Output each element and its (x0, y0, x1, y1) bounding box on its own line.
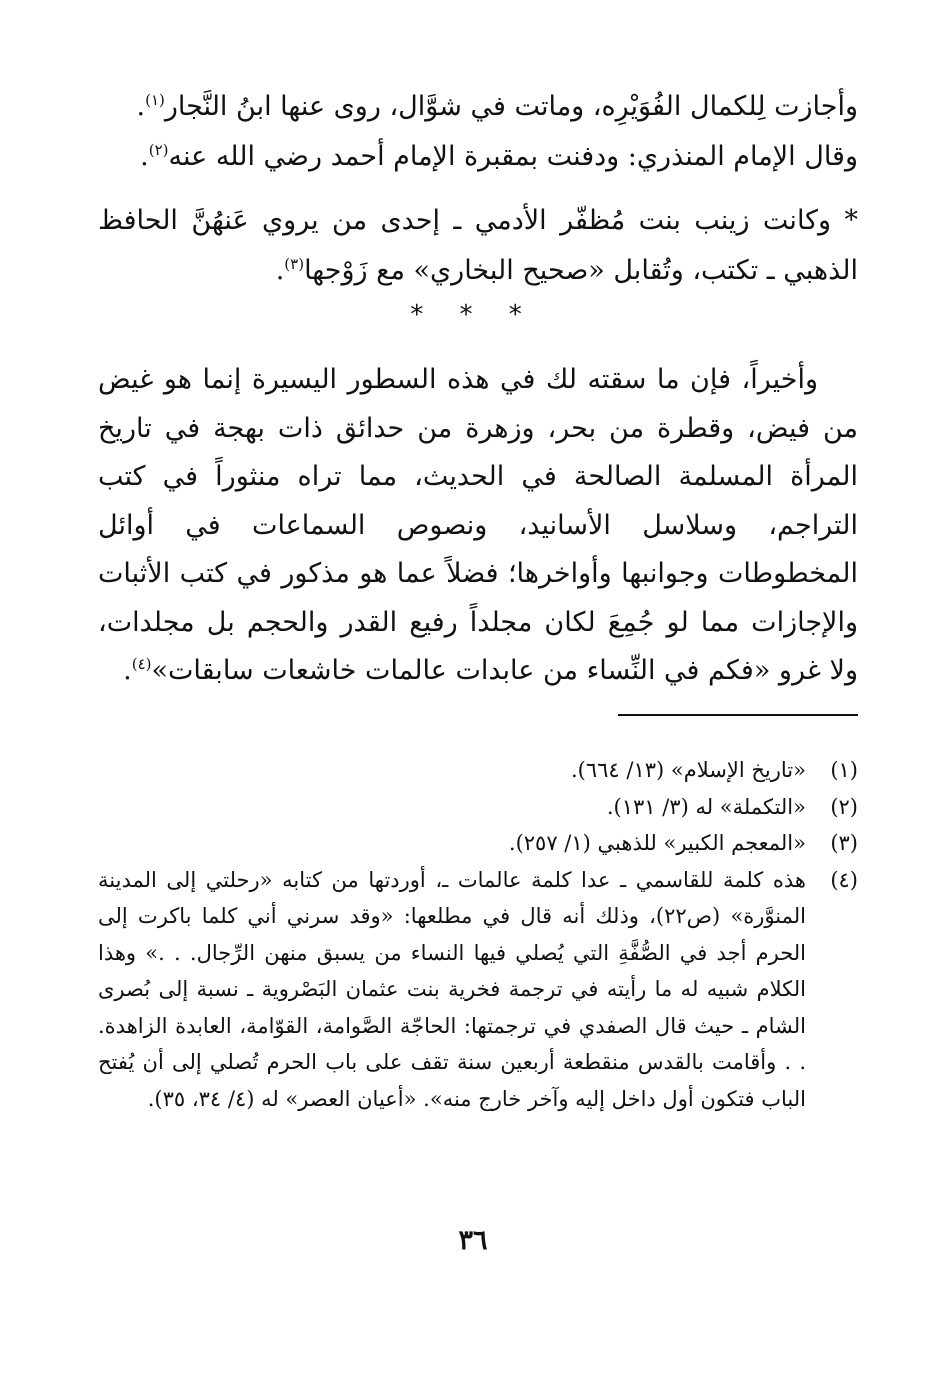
paragraph-3-period: . (123, 655, 132, 686)
paragraph-2-period: . (275, 255, 285, 286)
footnote-number: (٤) (830, 867, 858, 892)
footnote-number: (٣) (830, 831, 858, 855)
footnote-ref-3: (٣) (284, 255, 305, 273)
paragraph-3-text: وأخيراً، فإن ما سقته لك في هذه السطور اليسيرة إنما هو غيض من فيض، وقطرة من بحر، وزهرة من حدائق ذات بهجة في تاريخ المرأة المسلمة الصالحة في الحديث، مما تراه منثوراً في كتب التراجم، وسلاسل الأسانيد، ونصوص السماعات في أوائل المخطوطات وجوانبها وأواخرها؛ فضلاً عما هو مذكور في كتب الأثبات والإجازات مما لو جُمِعَ لكان مجلداً رفيع القدر والحجم بل مجلدات، ولا غرو «فكم في النِّساء من عابدات عالمات خاشعات سابقات» (98, 364, 858, 686)
paragraph-1 (98, 82, 858, 182)
footnote-divider (618, 714, 858, 716)
footnotes (98, 752, 858, 1117)
footnote-ref-1: (١) (145, 91, 165, 109)
footnote-number: (٢) (830, 794, 858, 819)
footnote-ref-2: (٢) (148, 141, 169, 159)
section-separator: * * * (410, 300, 536, 330)
footnote-2 (98, 789, 858, 826)
footnote-text: هذه كلمة للقاسمي ـ عدا كلمة عالمات ـ، أوردتها من كتابه «رحلتي إلى المدينة المنوَّرة» (ص٢٢)، وذلك أنه قال في مطلعها: «وقد سرني أني كلما باكرت إلى الحرم أجد في الصُّفَّةِ التي يُصلي فيها النساء من يسبق منهن الرِّجال. . .» وهذا الكلام شبيه له ما رأيته في ترجمة فخرية بنت عثمان البَصْروية ـ نسبة إلى بُصرى الشام ـ حيث قال الصفدي في ترجمتها: الحاجّة الصَّوامة، القوّامة، العابدة الزاهدة. . . وأقامت بالقدس منقطعة أربعين سنة تقف على باب الحرم تُصلي إلى أن يُفتح الباب فتكون أول داخل إليه وآخر خارج منه». «أعيان العصر» له (٤/ ٣٤، ٣٥). (98, 867, 806, 1111)
paragraph-1-period-b: . (140, 141, 149, 172)
footnote-text: «تاريخ الإسلام» (١٣/ ٦٦٤). (570, 758, 806, 782)
paragraph-3 (98, 356, 858, 696)
footnote-text: «المعجم الكبير» للذهبي (١/ ٢٥٧). (508, 831, 806, 855)
paragraph-1-line-b (98, 132, 858, 182)
footnote-4 (98, 862, 858, 1118)
footnote-number: (١) (830, 758, 858, 782)
paragraph-2-text: * وكانت زينب بنت مُظفّر الأدمي ـ إحدى من يروي عَنهُنَّ الحافظ الذهبي ـ تكتب، وتُقابل «صحيح البخاري» مع زَوْجها (98, 205, 858, 286)
paragraph-1-line-a (98, 82, 858, 132)
paragraph-1-period-a: . (136, 91, 146, 122)
paragraph-3-body (98, 356, 858, 696)
paragraph-2 (98, 196, 858, 296)
paragraph-1-text-b: وقال الإمام المنذري: ودفنت بمقبرة الإمام أحمد رضي الله عنه (168, 141, 858, 172)
footnote-ref-4: (٤) (131, 655, 152, 673)
paragraph-1-text-a: وأجازت لِلكمال الفُوَيْرِه، وماتت في شوَّال، روى عنها ابنُ النَّجار (164, 91, 858, 122)
footnote-3 (98, 825, 858, 862)
footnote-text: «التكملة» له (٣/ ١٣١). (606, 794, 806, 819)
footnote-1 (98, 752, 858, 789)
page-number: ٣٦ (458, 1225, 488, 1256)
paragraph-2-body (98, 196, 858, 296)
